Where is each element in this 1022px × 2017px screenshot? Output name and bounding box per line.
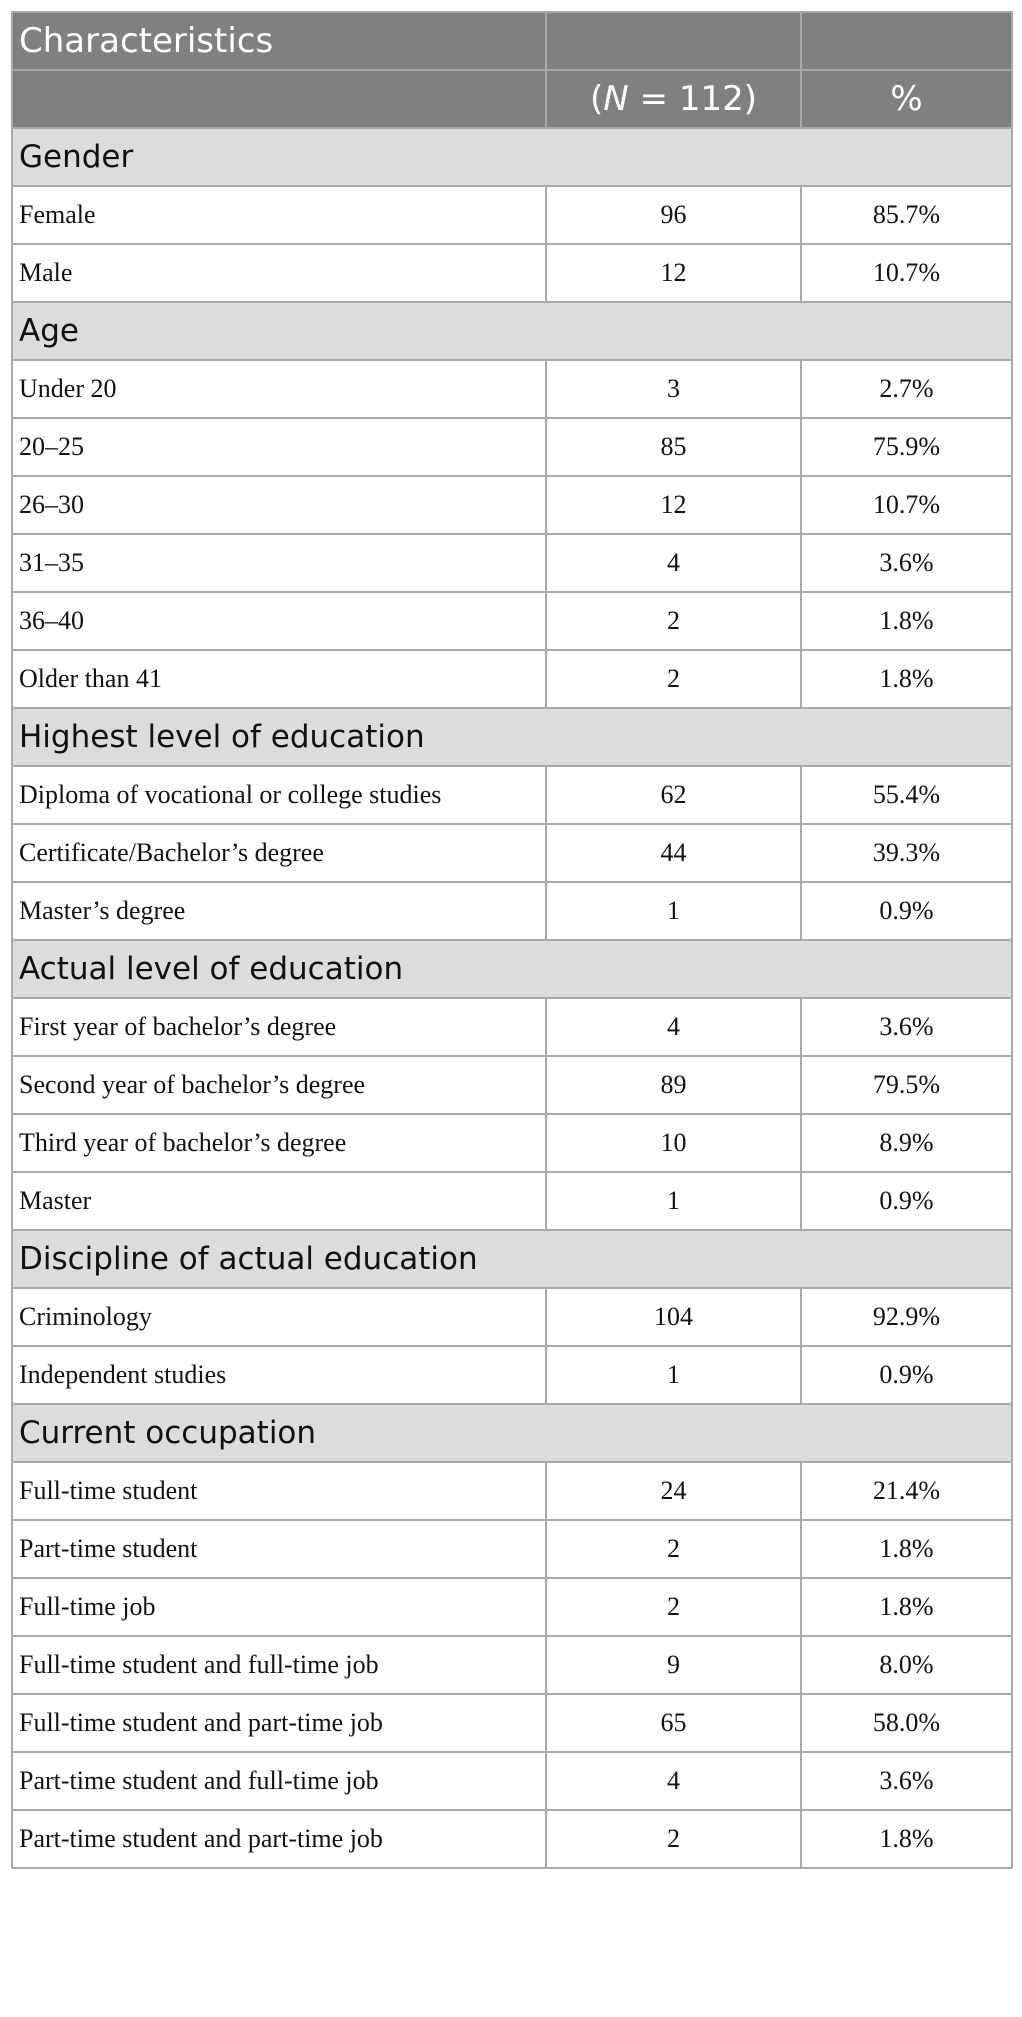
header-n-value: = 112) — [628, 79, 757, 119]
header-percent: % — [801, 70, 1012, 128]
row-label: Older than 41 — [12, 650, 546, 708]
row-percent: 21.4% — [801, 1462, 1012, 1520]
header-blank-pct — [801, 12, 1012, 70]
header-n-symbol: N — [603, 79, 629, 119]
row-count: 1 — [546, 882, 801, 940]
row-count: 3 — [546, 360, 801, 418]
table-row — [12, 1636, 1012, 1694]
table-row — [12, 360, 1012, 418]
row-percent: 39.3% — [801, 824, 1012, 882]
row-percent: 3.6% — [801, 1752, 1012, 1810]
section-row — [12, 940, 1012, 998]
row-percent: 1.8% — [801, 1810, 1012, 1868]
row-count: 62 — [546, 766, 801, 824]
row-count: 4 — [546, 534, 801, 592]
row-percent: 3.6% — [801, 998, 1012, 1056]
row-percent: 10.7% — [801, 476, 1012, 534]
row-label: Master’s degree — [12, 882, 546, 940]
row-percent: 1.8% — [801, 592, 1012, 650]
row-count: 1 — [546, 1172, 801, 1230]
row-count: 44 — [546, 824, 801, 882]
row-percent: 0.9% — [801, 1346, 1012, 1404]
row-percent: 75.9% — [801, 418, 1012, 476]
row-count: 2 — [546, 1578, 801, 1636]
row-count: 2 — [546, 592, 801, 650]
table-row — [12, 1346, 1012, 1404]
row-count: 65 — [546, 1694, 801, 1752]
table-row — [12, 534, 1012, 592]
row-count: 96 — [546, 186, 801, 244]
row-label: Criminology — [12, 1288, 546, 1346]
row-percent: 8.0% — [801, 1636, 1012, 1694]
header-characteristics: Characteristics — [12, 12, 546, 70]
table-row — [12, 766, 1012, 824]
table-row — [12, 1114, 1012, 1172]
row-count: 10 — [546, 1114, 801, 1172]
row-percent: 79.5% — [801, 1056, 1012, 1114]
row-count: 12 — [546, 476, 801, 534]
header-blank-n — [546, 12, 801, 70]
table-row — [12, 1056, 1012, 1114]
header-n-open: ( — [590, 79, 604, 119]
table-row — [12, 1810, 1012, 1868]
table-row — [12, 1694, 1012, 1752]
row-label: Full-time student and part-time job — [12, 1694, 546, 1752]
row-percent: 0.9% — [801, 1172, 1012, 1230]
row-label: Third year of bachelor’s degree — [12, 1114, 546, 1172]
row-count: 104 — [546, 1288, 801, 1346]
row-count: 89 — [546, 1056, 801, 1114]
row-count: 2 — [546, 1520, 801, 1578]
table-row — [12, 1752, 1012, 1810]
table-row — [12, 1578, 1012, 1636]
row-count: 4 — [546, 1752, 801, 1810]
row-count: 2 — [546, 1810, 801, 1868]
header-blank-label — [12, 70, 546, 128]
row-percent: 92.9% — [801, 1288, 1012, 1346]
section-row — [12, 302, 1012, 360]
row-percent: 1.8% — [801, 650, 1012, 708]
row-label: 26–30 — [12, 476, 546, 534]
table-body — [12, 12, 1012, 1868]
table-row — [12, 998, 1012, 1056]
table-row — [12, 824, 1012, 882]
table-row — [12, 650, 1012, 708]
row-label: Part-time student — [12, 1520, 546, 1578]
row-label: Diploma of vocational or college studies — [12, 766, 546, 824]
row-percent: 1.8% — [801, 1520, 1012, 1578]
table-row — [12, 244, 1012, 302]
table-row — [12, 1288, 1012, 1346]
row-label: 31–35 — [12, 534, 546, 592]
row-label: Full-time student — [12, 1462, 546, 1520]
row-percent: 1.8% — [801, 1578, 1012, 1636]
row-count: 9 — [546, 1636, 801, 1694]
row-percent: 2.7% — [801, 360, 1012, 418]
table-row — [12, 186, 1012, 244]
row-label: Female — [12, 186, 546, 244]
table-row — [12, 1462, 1012, 1520]
row-label: Master — [12, 1172, 546, 1230]
section-row — [12, 128, 1012, 186]
row-label: Certificate/Bachelor’s degree — [12, 824, 546, 882]
row-label: Part-time student and part-time job — [12, 1810, 546, 1868]
row-label: Independent studies — [12, 1346, 546, 1404]
row-label: Part-time student and full-time job — [12, 1752, 546, 1810]
table-row — [12, 418, 1012, 476]
header-row — [12, 12, 1012, 70]
section-title: Current occupation — [12, 1404, 1012, 1462]
table-row — [12, 476, 1012, 534]
row-label: Second year of bachelor’s degree — [12, 1056, 546, 1114]
section-title: Gender — [12, 128, 1012, 186]
table-row — [12, 882, 1012, 940]
row-count: 85 — [546, 418, 801, 476]
table-row — [12, 592, 1012, 650]
row-percent: 10.7% — [801, 244, 1012, 302]
section-row — [12, 1230, 1012, 1288]
row-count: 2 — [546, 650, 801, 708]
header-n — [546, 70, 801, 128]
row-percent: 8.9% — [801, 1114, 1012, 1172]
section-row — [12, 1404, 1012, 1462]
row-label: Under 20 — [12, 360, 546, 418]
row-percent: 58.0% — [801, 1694, 1012, 1752]
table-row — [12, 1520, 1012, 1578]
characteristics-table — [11, 11, 1013, 1869]
section-title: Discipline of actual education — [12, 1230, 1012, 1288]
row-label: 36–40 — [12, 592, 546, 650]
row-percent: 0.9% — [801, 882, 1012, 940]
table-row — [12, 1172, 1012, 1230]
section-title: Age — [12, 302, 1012, 360]
row-count: 12 — [546, 244, 801, 302]
row-percent: 85.7% — [801, 186, 1012, 244]
row-label: 20–25 — [12, 418, 546, 476]
section-row — [12, 708, 1012, 766]
section-title: Highest level of education — [12, 708, 1012, 766]
section-title: Actual level of education — [12, 940, 1012, 998]
row-label: First year of bachelor’s degree — [12, 998, 546, 1056]
row-percent: 3.6% — [801, 534, 1012, 592]
row-label: Male — [12, 244, 546, 302]
row-label: Full-time student and full-time job — [12, 1636, 546, 1694]
row-percent: 55.4% — [801, 766, 1012, 824]
row-label: Full-time job — [12, 1578, 546, 1636]
row-count: 1 — [546, 1346, 801, 1404]
row-count: 4 — [546, 998, 801, 1056]
row-count: 24 — [546, 1462, 801, 1520]
header-row — [12, 70, 1012, 128]
